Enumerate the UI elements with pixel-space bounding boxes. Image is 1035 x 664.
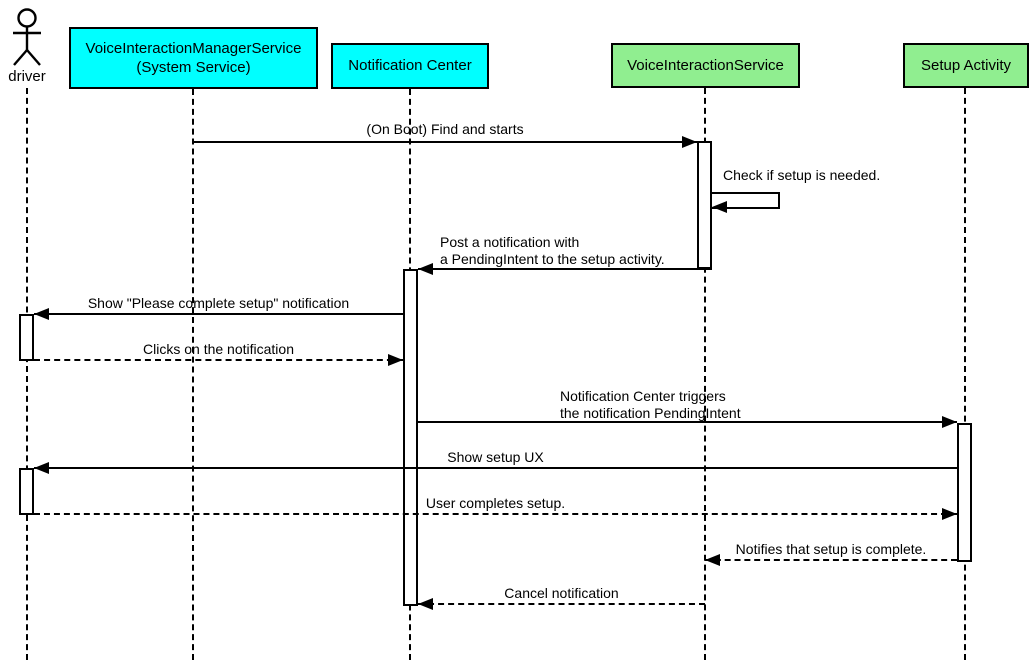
message-triggers-intent-label [560, 388, 741, 422]
participant-vims-sublabel: (System Service) [136, 59, 251, 76]
message-notifies-complete-label: Notifies that setup is complete. [735, 541, 927, 557]
message-triggers-intent-arrowhead [942, 416, 957, 428]
message-check-setup-arrowhead [712, 201, 727, 213]
message-show-setup-ux-line [34, 467, 957, 469]
message-post-notification-arrowhead [418, 263, 433, 275]
driver-lifeline [26, 88, 28, 660]
vis-activation [697, 141, 712, 269]
message-triggers-intent-line1: Notification Center triggers [560, 388, 726, 404]
message-post-notification-line [418, 268, 712, 270]
notification-center-activation [403, 269, 418, 606]
message-triggers-intent-line2: the notification PendingIntent [560, 405, 741, 421]
message-post-notification-line2: a PendingIntent to the setup activity. [440, 251, 665, 267]
participant-vis-label: VoiceInteractionService [627, 56, 784, 74]
message-check-setup-label: Check if setup is needed. [723, 167, 881, 183]
driver-actor-icon [5, 6, 49, 68]
message-show-notification-label: Show "Please complete setup" notification [87, 295, 350, 311]
message-on-boot-label: (On Boot) Find and starts [366, 121, 524, 137]
setup-activity-activation [957, 423, 972, 562]
message-show-notification-line [34, 313, 403, 315]
message-user-completes-label: User completes setup. [425, 495, 566, 511]
participant-setup-activity-label: Setup Activity [920, 56, 1012, 74]
driver-activation-1 [19, 314, 34, 361]
participant-notification-center [331, 43, 489, 89]
message-clicks-notification-label: Clicks on the notification [143, 341, 294, 357]
driver-label: driver [8, 68, 46, 85]
message-clicks-notification-line [34, 359, 403, 361]
participant-vims [69, 27, 318, 89]
message-notifies-complete-line [705, 559, 957, 561]
message-user-completes-line [34, 513, 957, 515]
setup-activity-lifeline [964, 88, 966, 660]
message-cancel-notification-line [418, 603, 705, 605]
participant-notification-center-label: Notification Center [348, 57, 472, 75]
vims-lifeline [192, 89, 194, 660]
driver-activation-2 [19, 468, 34, 515]
message-post-notification-line1: Post a notification with [440, 234, 580, 250]
message-cancel-notification-label: Cancel notification [504, 585, 619, 601]
participant-vims-label: VoiceInteractionManagerService [85, 39, 302, 57]
participant-setup-activity [903, 43, 1029, 88]
message-on-boot-line [193, 141, 697, 143]
message-show-setup-ux-label: Show setup UX [447, 449, 544, 465]
message-post-notification-label [440, 234, 665, 268]
participant-vis [611, 43, 800, 88]
